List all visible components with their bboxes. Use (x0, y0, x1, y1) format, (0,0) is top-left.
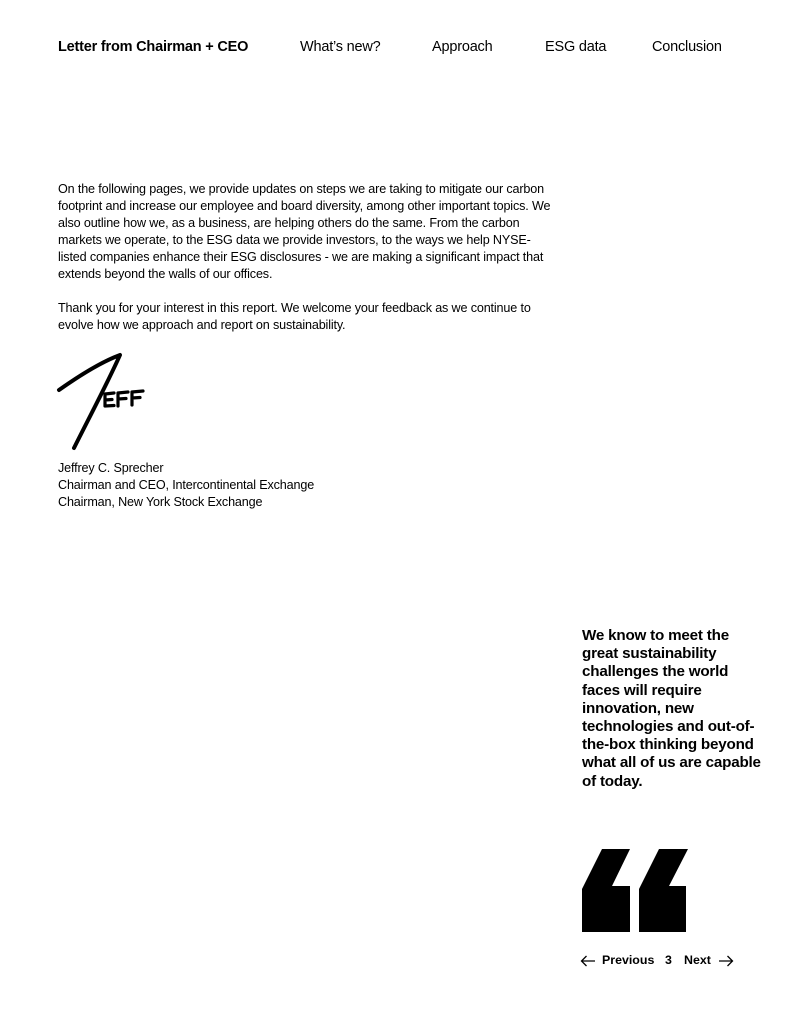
signatory-name: Jeffrey C. Sprecher (58, 461, 164, 475)
nav-item-esg-data[interactable]: ESG data (545, 39, 607, 55)
next-button[interactable]: Next (684, 953, 711, 967)
arrow-right-icon[interactable] (718, 955, 734, 967)
nav-item-conclusion[interactable]: Conclusion (652, 39, 722, 55)
signature (56, 352, 156, 452)
letter-body (58, 181, 558, 351)
quote-mark-icon (582, 849, 690, 932)
nav-item-whats-new[interactable]: What’s new? (300, 39, 381, 55)
nav-item-letter[interactable]: Letter from Chairman + CEO (58, 39, 249, 55)
previous-button[interactable]: Previous (602, 953, 655, 967)
signatory-title: Chairman, New York Stock Exchange (58, 495, 263, 509)
top-navigation (58, 39, 758, 57)
arrow-left-icon[interactable] (580, 955, 596, 967)
letter-paragraph: Thank you for your interest in this report. We welcome your feedback as we continue to evolve how we approach and report on sustainability. (58, 301, 531, 332)
pull-quote: We know to meet the great sustainability challenges the world faces will require innovation, new technologies and out-of-the-box thinking beyond what all of us are capable of today. (582, 627, 761, 790)
nav-item-approach[interactable]: Approach (432, 39, 493, 55)
signatory-title: Chairman and CEO, Intercontinental Exchange (58, 478, 315, 492)
letter-paragraph: On the following pages, we provide updates on steps we are taking to mitigate our carbon footprint and increase our employee and board diversity, among other important topics. We also outline how we, as a business, are helping others do the same. From the carbon markets we operate, to the ESG data we provide investors, to the ways we help NYSE-listed companies enhance their ESG disclosures - we are making a significant impact that extends beyond the walls of our offices. (58, 182, 551, 281)
signature-block (58, 460, 314, 511)
page-number: 3 (665, 953, 672, 967)
